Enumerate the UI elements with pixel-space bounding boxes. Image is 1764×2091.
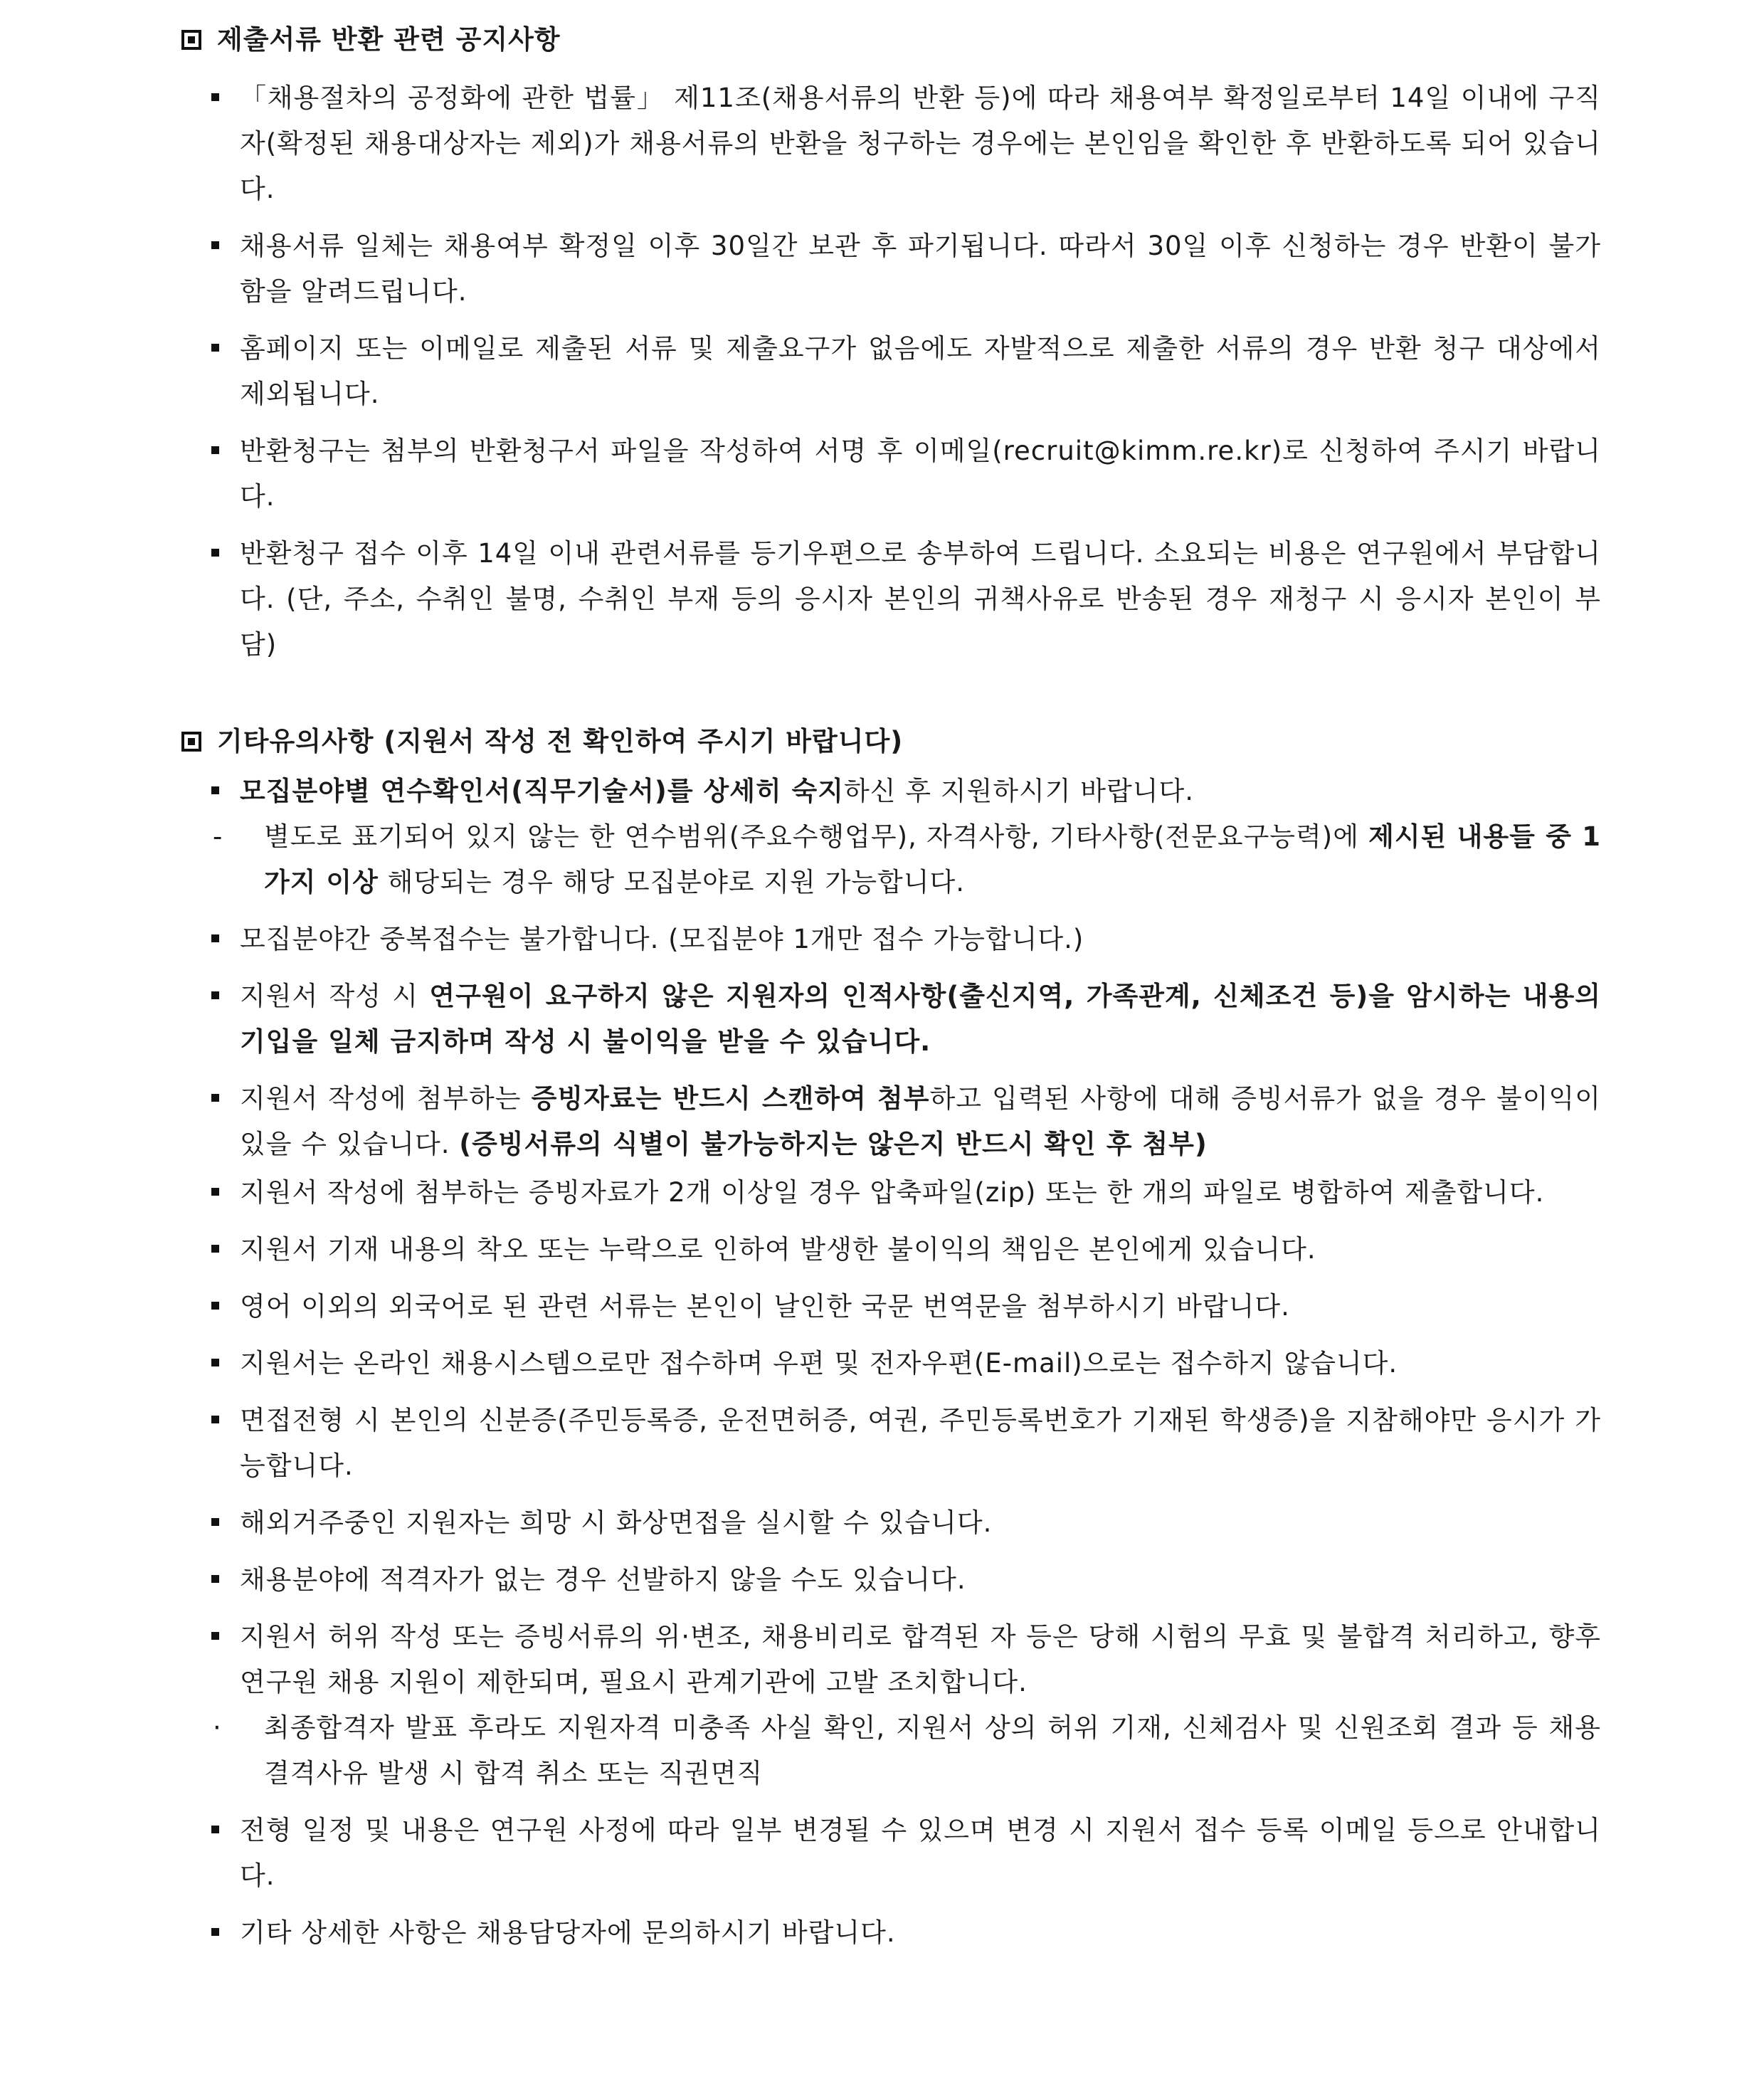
section-title — [181, 717, 1601, 766]
item-text: 지원서 작성에 첨부하는 — [240, 1083, 532, 1114]
item-text: 지원서 허위 작성 또는 증빙서류의 위·변조, 채용비리로 합격된 자 등은 당해 시험의 무효 및 불합격 처리하고, 향후 연구원 채용 지원이 제한되며, 필요시 관계기관에 고발 조치합니다. — [240, 1621, 1601, 1697]
list-item: 해외거주중인 지원자는 희망 시 화상면접을 실시할 수 있습니다. — [181, 1500, 1601, 1546]
list-item: 지원서 기재 내용의 착오 또는 누락으로 인하여 발생한 불이익의 책임은 본인에게 있습니다. — [181, 1227, 1601, 1273]
item-text: 하신 후 지원하시기 바랍니다. — [844, 776, 1194, 806]
emphasis-text: 모집분야별 연수확인서(직무기술서)를 상세히 숙지 — [240, 776, 845, 806]
dot-marker: · — [213, 1712, 222, 1743]
section-document-return — [181, 16, 1601, 668]
notice-document — [181, 16, 1601, 1956]
section-title — [181, 16, 1601, 64]
list-item — [181, 974, 1601, 1065]
dash-marker: - — [213, 821, 223, 852]
list-item — [181, 1076, 1601, 1167]
section-title-text: 기타유의사항 (지원서 작성 전 확인하여 주시기 바랍니다) — [217, 726, 904, 757]
list-item: 홈페이지 또는 이메일로 제출된 서류 및 제출요구가 없음에도 자발적으로 제출한 서류의 경우 반환 청구 대상에서 제외됩니다. — [181, 326, 1601, 417]
emphasis-text: 증빙자료는 반드시 스캔하여 첨부 — [531, 1083, 930, 1114]
sub-item-text: 최종합격자 발표 후라도 지원자격 미충족 사실 확인, 지원서 상의 허위 기재, 신체검사 및 신원조회 결과 등 채용 결격사유 발생 시 합격 취소 또는 직권면직 — [264, 1712, 1601, 1789]
list-item: 기타 상세한 사항은 채용담당자에 문의하시기 바랍니다. — [181, 1910, 1601, 1956]
item-text: 하고 입력된 사항에 대해 증빙서류가 없을 경우 불이익이 있을 수 있습니다. — [240, 1083, 1601, 1159]
emphasis-text: (증빙서류의 식별이 불가능하지는 않은지 반드시 확인 후 첨부) — [459, 1129, 1208, 1159]
square-bullet-icon — [181, 30, 201, 50]
list-item: 지원서는 온라인 채용시스템으로만 접수하며 우편 및 전자우편(E-mail)으로는 접수하지 않습니다. — [181, 1341, 1601, 1386]
item-text: 지원서 작성 시 — [240, 981, 430, 1011]
sub-item-text: 별도로 표기되어 있지 않는 한 연수범위(주요수행업무), 자격사항, 기타사항(전문요구능력)에 — [264, 821, 1369, 852]
emphasis-text: 연구원이 요구하지 않은 지원자의 인적사항(출신지역, 가족관계, 신체조건 등)을 암시하는 내용의 기입을 일체 금지하며 작성 시 불이익을 받을 수 있습니다. — [240, 981, 1601, 1057]
list-item: 면접전형 시 본인의 신분증(주민등록증, 운전면허증, 여권, 주민등록번호가 기재된 학생증)을 지참해야만 응시가 가능합니다. — [181, 1398, 1601, 1489]
list-item: 반환청구 접수 이후 14일 이내 관련서류를 등기우편으로 송부하여 드립니다. 소요되는 비용은 연구원에서 부담합니다. (단, 주소, 수취인 불명, 수취인 부재 등의 응시자 본인의 귀책사유로 반송된 경우 재청구 시 응시자 본인이 부담) — [181, 531, 1601, 668]
square-bullet-icon — [181, 732, 201, 752]
list-item: 「채용절차의 공정화에 관한 법률」 제11조(채용서류의 반환 등)에 따라 채용여부 확정일로부터 14일 이내에 구직자(확정된 채용대상자는 제외)가 채용서류의 반환을 청구하는 경우에는 본인임을 확인한 후 반환하도록 되어 있습니다. — [181, 75, 1601, 212]
list-item: 반환청구는 첨부의 반환청구서 파일을 작성하여 서명 후 이메일(recruit@kimm.re.kr)로 신청하여 주시기 바랍니다. — [181, 428, 1601, 520]
sub-item — [204, 1705, 1601, 1796]
list-item: 영어 이외의 외국어로 된 관련 서류는 본인이 날인한 국문 번역문을 첨부하시기 바랍니다. — [181, 1284, 1601, 1329]
section-title-text: 제출서류 반환 관련 공지사항 — [217, 24, 561, 55]
notice-list — [181, 75, 1601, 668]
list-item: 모집분야간 중복접수는 불가합니다. (모집분야 1개만 접수 가능합니다.) — [181, 917, 1601, 962]
emphasis-text: 제시된 내용들 중 1가지 이상 — [264, 821, 1601, 897]
list-item — [181, 769, 1601, 905]
list-item: 채용분야에 적격자가 없는 경우 선발하지 않을 수도 있습니다. — [181, 1557, 1601, 1603]
sub-item — [204, 814, 1601, 905]
sub-item-text: 해당되는 경우 해당 모집분야로 지원 가능합니다. — [378, 867, 966, 897]
list-item: 전형 일정 및 내용은 연구원 사정에 따라 일부 변경될 수 있으며 변경 시 지원서 접수 등록 이메일 등으로 안내합니다. — [181, 1808, 1601, 1899]
section-other-notes — [181, 717, 1601, 1956]
list-item: 채용서류 일체는 채용여부 확정일 이후 30일간 보관 후 파기됩니다. 따라서 30일 이후 신청하는 경우 반환이 불가함을 알려드립니다. — [181, 223, 1601, 315]
list-item: 지원서 작성에 첨부하는 증빙자료가 2개 이상일 경우 압축파일(zip) 또는 한 개의 파일로 병합하여 제출합니다. — [181, 1170, 1601, 1216]
list-item — [181, 1614, 1601, 1796]
notice-list — [181, 769, 1601, 1956]
